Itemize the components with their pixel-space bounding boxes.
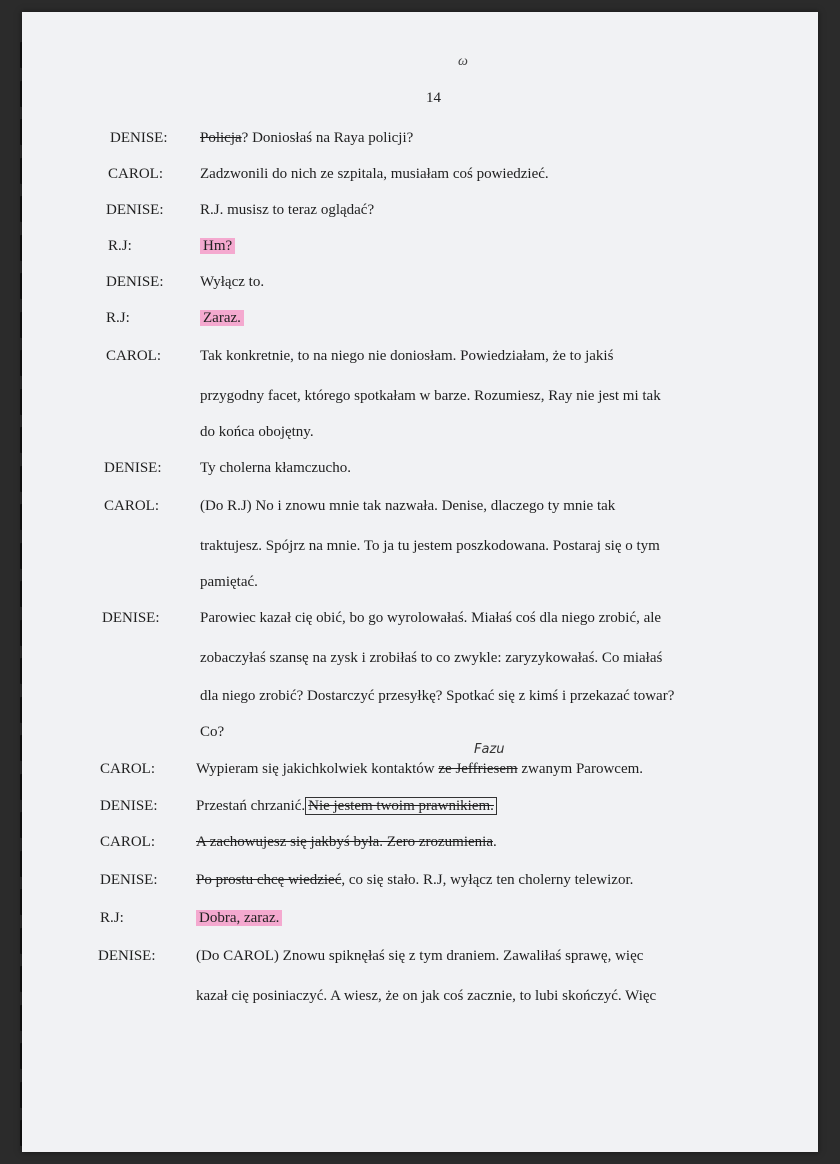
dialogue-text [200,574,258,591]
highlighted-text: Dobra, zaraz. [196,910,282,926]
page-number: 14 [426,90,441,106]
text-run: Tak konkretnie, to na niego nie doniosłam. Powiedziałam, że to jakiś [200,348,614,364]
highlighted-text: Zaraz. [200,310,244,326]
text-run: Zadzwonili do nich ze szpitala, musiałam coś powiedzieć. [200,166,549,182]
dialogue-text [200,424,314,441]
handwritten-correction: Fazu [474,742,505,757]
struck-text: Policja [200,130,242,146]
dialogue-text [200,724,224,741]
dialogue-text [200,202,374,219]
dialogue-text [196,910,282,927]
dialogue-text [200,130,413,147]
dialogue-text [196,798,497,815]
text-run: Wyłącz to. [200,274,265,290]
dialogue-text [200,688,674,705]
dialogue-text [200,538,660,555]
speaker-label: R.J: [106,310,130,326]
dialogue-text [200,310,244,327]
speaker-label: DENISE: [104,460,162,476]
speaker-label: CAROL: [106,348,162,364]
text-run: do końca obojętny. [200,424,314,440]
text-run: zobaczyłaś szansę na zysk i zrobiłaś to co zwykle: zaryzykowałaś. Co miałaś [200,650,663,666]
text-run: Parowiec kazał cię obić, bo go wyrolowałaś. Miałaś coś dla niego zrobić, ale [200,610,662,626]
speaker-label: DENISE: [100,872,158,888]
text-run: Co? [200,724,225,740]
dialogue-text [200,498,615,515]
text-run: (Do CAROL) Znowu spiknęłaś się z tym draniem. Zawaliłaś sprawę, więc [196,948,644,964]
dialogue-text [200,610,661,627]
speaker-label: CAROL: [104,498,160,514]
text-run: Przestań chrzanić. [196,798,306,814]
speaker-label: CAROL: [108,166,164,182]
dialogue-text [200,650,662,667]
speaker-label: CAROL: [100,761,156,777]
text-run: dla niego zrobić? Dostarczyć przesyłkę? Spotkać się z kimś i przekazać towar? [200,688,675,704]
text-run: (Do R.J) No i znowu mnie tak nazwała. Denise, dlaczego ty mnie tak [200,498,616,514]
script-page [22,12,818,1152]
speaker-label: DENISE: [110,130,168,146]
text-run: , co się stało. R.J, wyłącz ten cholerny telewizor. [341,872,634,888]
struck-text: A zachowujesz się jakbyś była. Zero zrozumienia [196,834,493,850]
dialogue-text [200,238,235,255]
dialogue-text [196,761,643,778]
struck-text: ze Jeffriesem [438,761,518,777]
speaker-label: DENISE: [100,798,158,814]
speaker-label: DENISE: [106,274,164,290]
text-run: ? Doniosłaś na Raya policji? [241,130,414,146]
dialogue-text [196,834,497,851]
dialogue-text [200,388,661,405]
speaker-label: CAROL: [100,834,156,850]
dialogue-text [200,274,264,291]
dialogue-text [200,166,549,183]
struck-text: Nie jestem twoim prawnikiem. [305,797,497,815]
text-run: Wypieram się jakichkolwiek kontaktów [196,761,439,777]
text-run: zwanym Parowcem. [517,761,644,777]
dialogue-text [196,948,643,965]
dialogue-text [200,460,351,477]
struck-text: Po prostu chcę wiedzieć [196,872,342,888]
speaker-label: DENISE: [98,948,156,964]
text-run: R.J. musisz to teraz oglądać? [200,202,375,218]
text-run: przygodny facet, którego spotkałam w barze. Rozumiesz, Ray nie jest mi tak [200,388,661,404]
text-run: Ty cholerna kłamczucho. [200,460,351,476]
dialogue-text [200,348,613,365]
speaker-label: R.J: [100,910,124,926]
speaker-label: DENISE: [102,610,160,626]
dialogue-text [196,872,633,889]
text-run: . [492,834,497,850]
text-run: traktujesz. Spójrz na mnie. To ja tu jestem poszkodowana. Postaraj się o tym [200,538,660,554]
speaker-label: R.J: [108,238,132,254]
speaker-label: DENISE: [106,202,164,218]
dialogue-text [196,988,656,1005]
text-run: kazał cię posiniaczyć. A wiesz, że on jak coś zacznie, to lubi skończyć. Więc [196,988,657,1004]
top-handwritten-mark: ω [458,54,468,69]
text-run: pamiętać. [200,574,258,590]
highlighted-text: Hm? [200,238,235,254]
